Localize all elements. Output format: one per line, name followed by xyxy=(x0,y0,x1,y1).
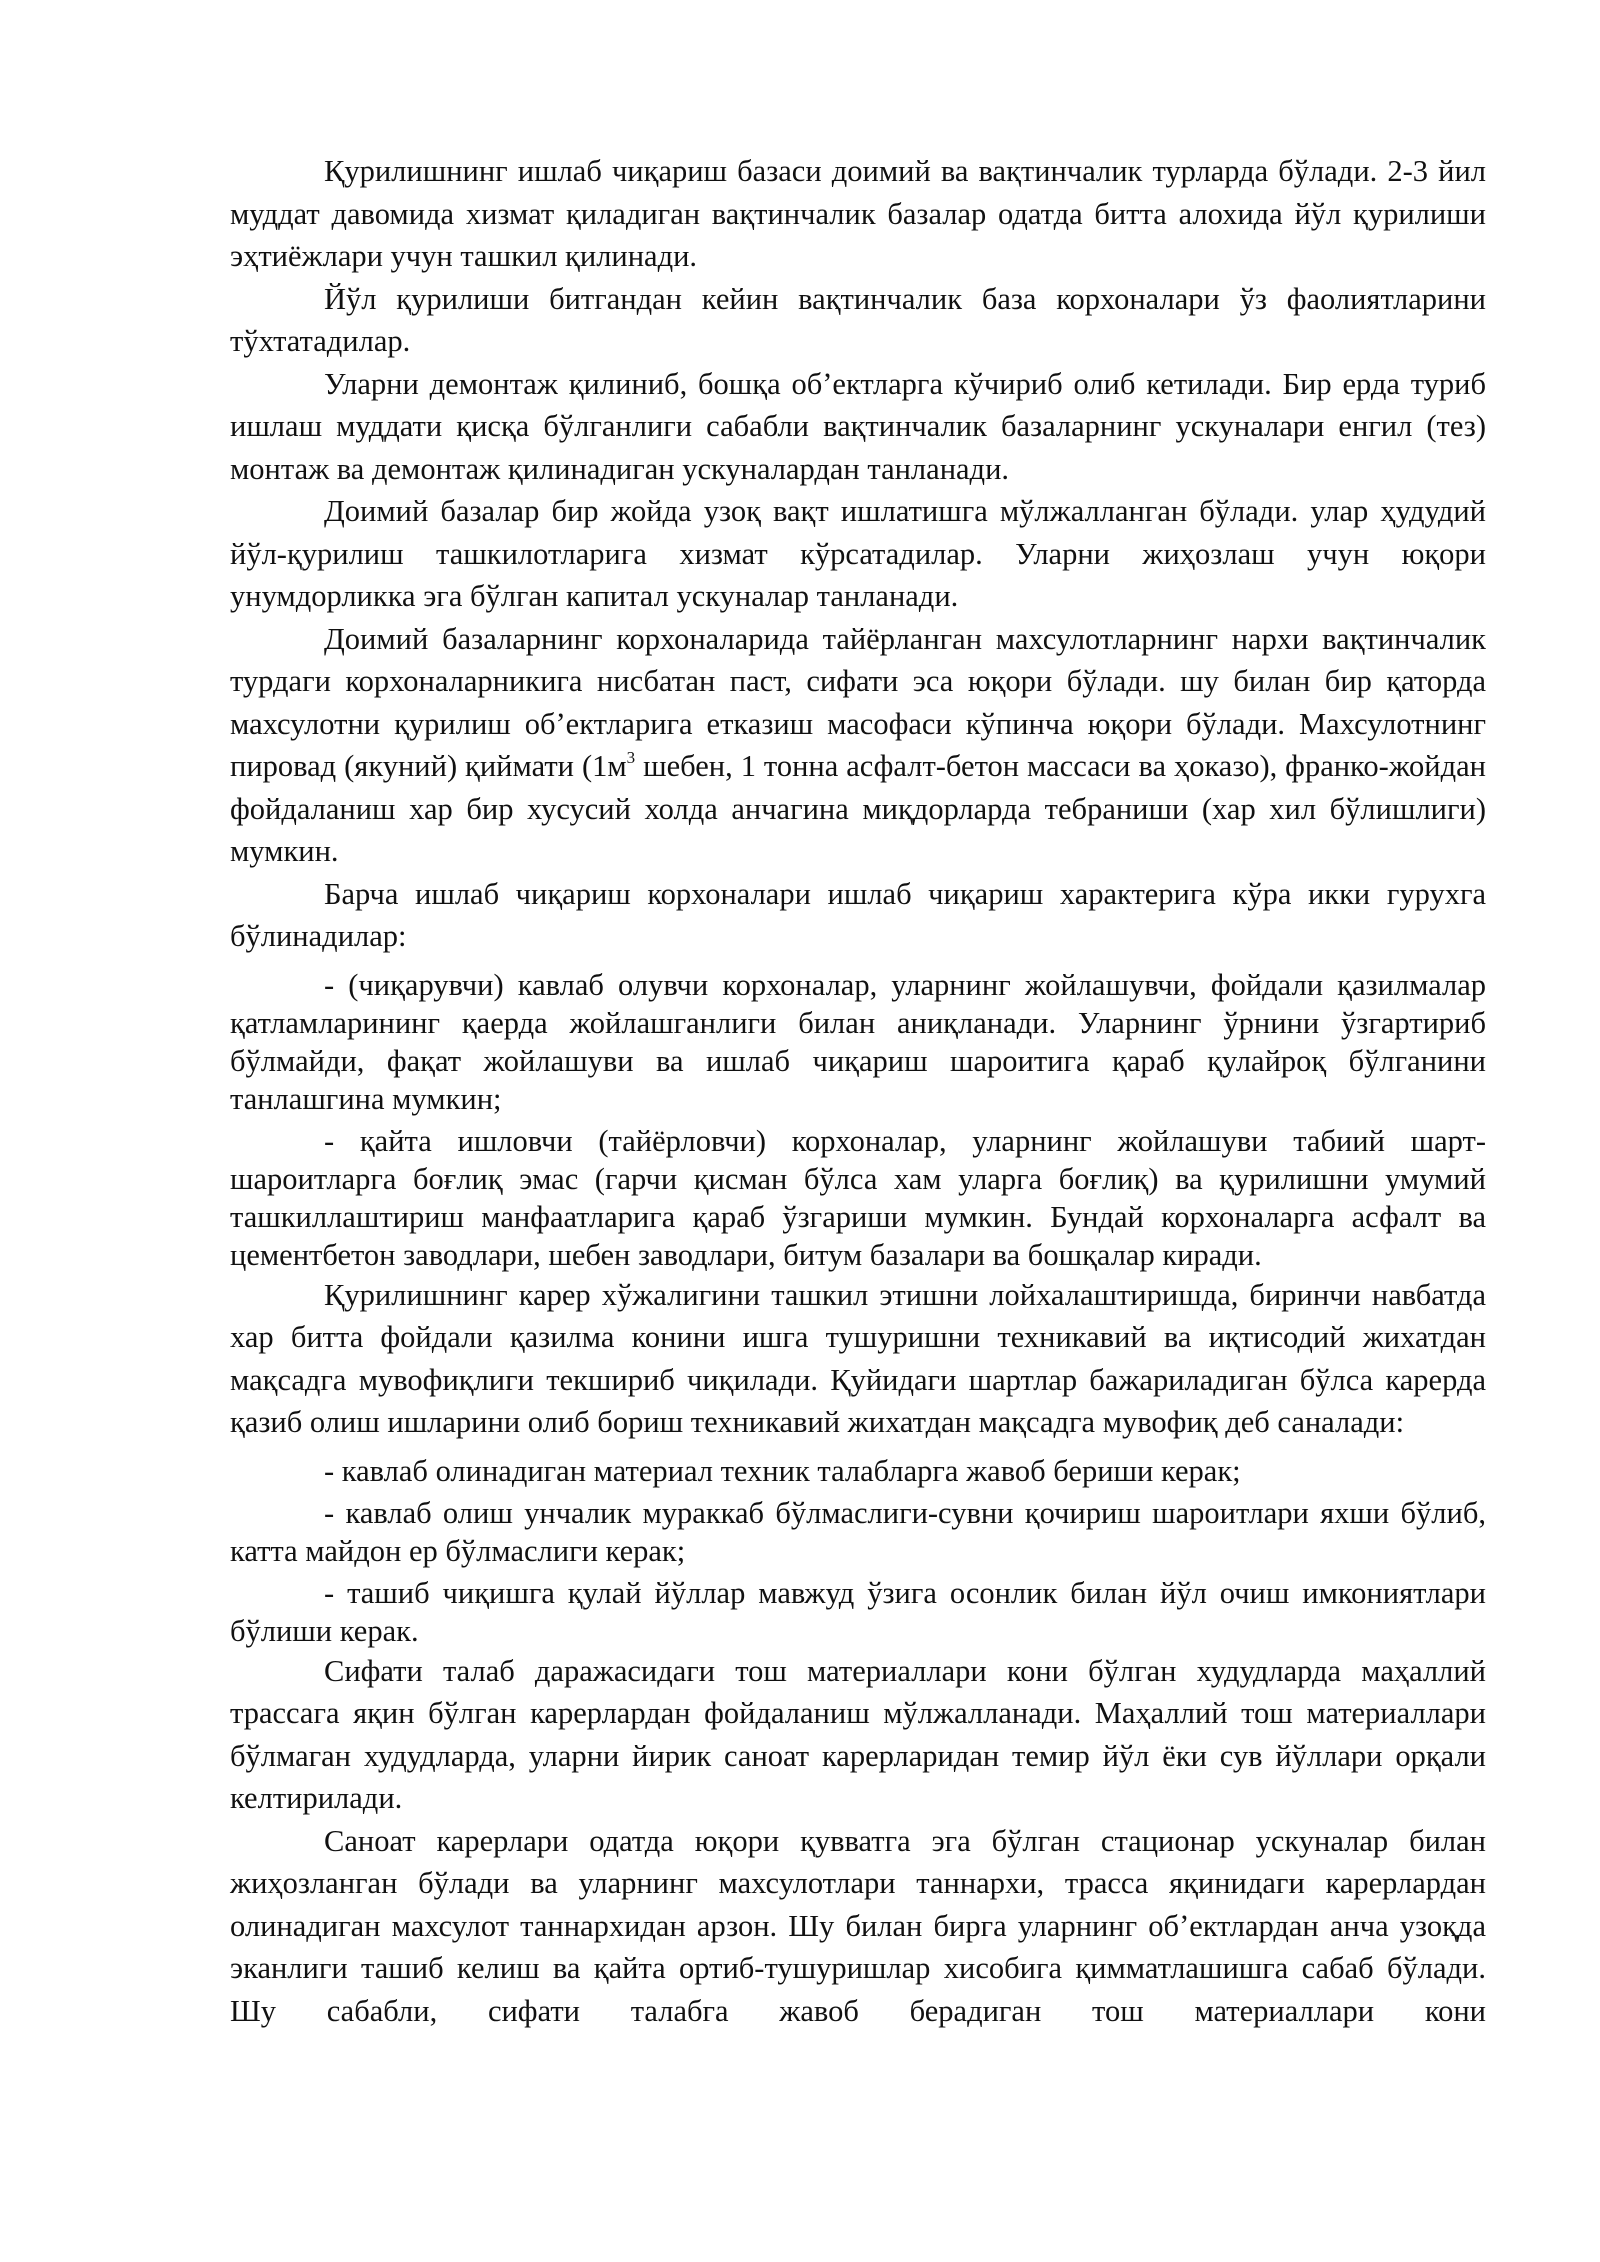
product-cost-text-after: шебен, 1 тонна асфалт-бетон массаси ва ҳоказо), франко-жойдан фойдаланиш хар бир хусусий холда анчагина миқдорларда тебраниши (хар хил бўлишлиги) мумкин. xyxy=(230,749,1486,868)
paragraph-permanent-bases: Доимий базалар бир жойда узоқ вақт ишлатишга мўлжалланган бўлади. улар ҳудудий йўл-қурилиш ташкилотларига хизмат кўрсатадилар. Уларни жиҳозлаш учун юқори унумдорликка эга бўлган капитал ускуналар танланади. xyxy=(230,494,1486,613)
paragraph-temporary-base-stop: Йўл қурилиши битгандан кейин вақтинчалик база корхоналари ўз фаолиятларини тўхтатадилар. xyxy=(230,281,1486,358)
cubic-superscript: 3 xyxy=(626,747,636,767)
list-item-processing-enterprises: - қайта ишловчи (тайёрловчи) корхоналар, уларнинг жойлашуви табиий шарт-шароитларга боғлиқ эмас (гарчи қисман бўлса хам уларга боғлиқ) ва қурилишни умумий ташкиллаштириш манфаатларига қараб ўзгариши мумкин. Бундай корхоналарга асфалт ва цементбетон заводлари, шебен заводлари, битум базалари ва бошқалар киради. xyxy=(230,1123,1486,1272)
paragraph-enterprise-groups: Барча ишлаб чиқариш корхоналари ишлаб чиқариш характерига кўра икки гурухга бўлинадилар: xyxy=(230,876,1486,953)
paragraph-industrial-quarries: Саноат карерлари одатда юқори қувватга эга бўлган стационар ускуналар билан жиҳозланган бўлади ва уларнинг махсулотлари таннархи, трасса яқинидаги карерлардан олинадиган махсулот таннархидан арзон. Шу билан бирга уларнинг обʼектлардан анча узоқда эканлиги ташиб келиш ва қайта ортиб-тушуришлар хисобига қимматлашишга сабаб бўлади. Шу сабабли, сифати талабга жавоб берадиган тош материаллари кони xyxy=(230,1823,1486,2028)
paragraph-quarry-design: Қурилишнинг карер хўжалигини ташкил этишни лойхалаштиришда, биринчи навбатда хар битта фойдали қазилма конини ишга тушуришни техникавий ва иқтисодий жихатдан мақсадга мувофиқлиги текшириб чиқилади. Қуйидаги шартлар бажариладиган бўлса карерда қазиб олиш ишларини олиб бориш техникавий жихатдан мақсадга мувофиқ деб саналади: xyxy=(230,1277,1486,1439)
list-item-transport-roads: - ташиб чиқишга қулай йўллар мавжуд ўзига осонлик билан йўл очиш имкониятлари бўлиши керак. xyxy=(230,1575,1486,1648)
paragraph-dismantling: Уларни демонтаж қилиниб, бошқа обʼектларга кўчириб олиб кетилади. Бир ерда туриб ишлаш муддати қисқа бўлганлиги сабабли вақтинчалик базаларнинг ускуналари енгил (тез) монтаж ва демонтаж қилинадиган ускуналардан танланади. xyxy=(230,366,1486,486)
list-item-extracting-enterprises: - (чиқарувчи) кавлаб олувчи корхоналар, уларнинг жойлашувчи, фойдали қазилмалар қатламларининг қаерда жойлашганлиги билан аниқланади. Уларнинг ўрнини ўзгартириб бўлмайди, фақат жойлашуви ва ишлаб чиқариш шароитига қараб қулайроқ бўлганини танлашгина мумкин; xyxy=(230,967,1486,1116)
product-cost-text-before: Доимий базаларнинг корхоналарида тайёрланган махсулотларнинг нархи вақтинчалик турдаги корхоналарникига нисбатан паст, сифати эса юқори бўлади. шу билан бир қаторда махсулотни қурилиш обʼектларига етказиш масофаси кўпинча юқори бўлади. Махсулотнинг пировад (якуний) қиймати (1м xyxy=(230,621,1486,783)
document-page xyxy=(230,150,1486,2032)
paragraph-product-cost xyxy=(230,618,1486,873)
list-item-material-requirements: - кавлаб олинадиган материал техник талабларга жавоб бериши керак; xyxy=(324,1453,1241,1488)
paragraph-production-base: Қурилишнинг ишлаб чиқариш базаси доимий ва вақтинчалик турларда бўлади. 2-3 йил муддат давомида хизмат қиладиган вақтинчалик базалар одатда битта алохида йўл қурилиши эҳтиёжлари учун ташкил қилинади. xyxy=(230,154,1486,273)
list-item-excavation-conditions: - кавлаб олиш унчалик мураккаб бўлмаслиги-сувни қочириш шароитлари яхши бўлиб, катта майдон ер бўлмаслиги керак; xyxy=(230,1495,1486,1568)
paragraph-stone-materials-quality: Сифати талаб даражасидаги тош материаллари кони бўлган худудларда маҳаллий трассага яқин бўлган карерлардан фойдаланиш мўлжалланади. Маҳаллий тош материаллари бўлмаган худудларда, уларни йирик саноат карерларидан темир йўл ёки сув йўллари орқали келтирилади. xyxy=(230,1653,1486,1815)
